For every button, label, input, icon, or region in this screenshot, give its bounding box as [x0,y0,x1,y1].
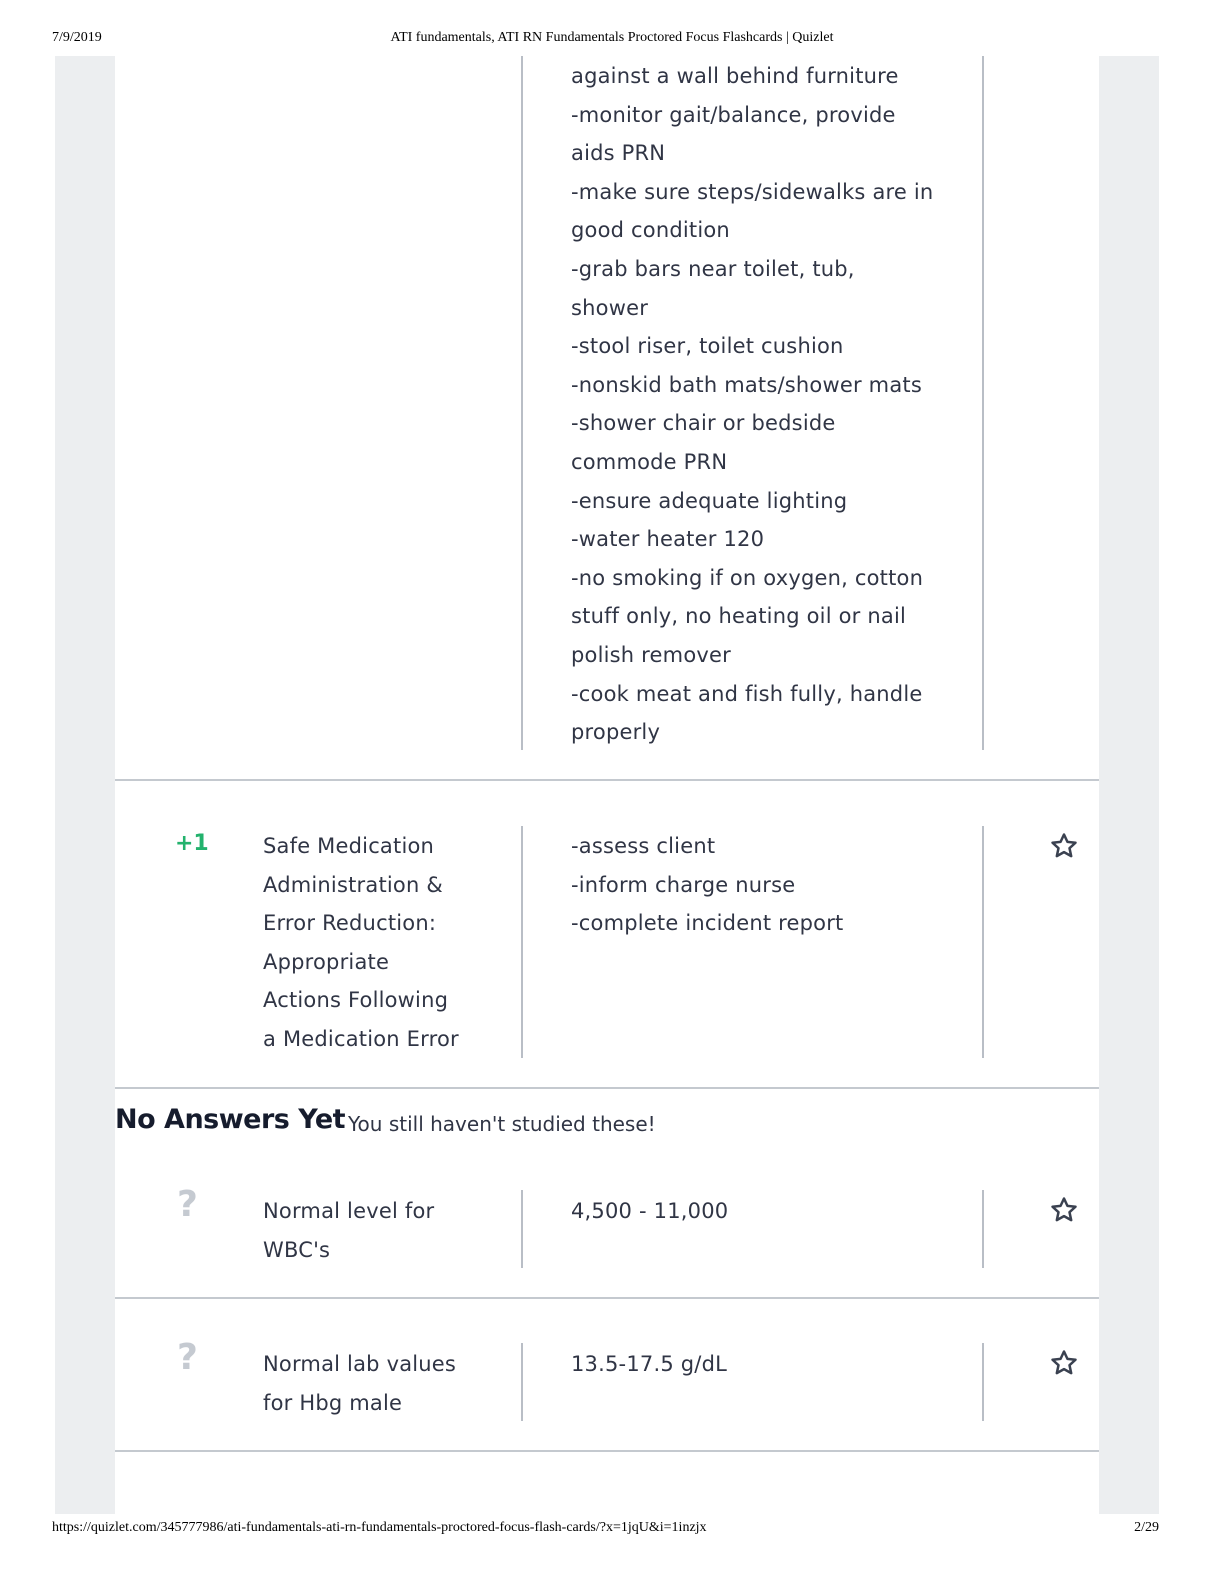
flashcard-list [115,56,1099,1514]
definition-line: 13.5-17.5 g/dL [571,1352,728,1376]
definition-line: -water heater 120 [571,527,765,552]
card-definition [571,1345,991,1384]
definition-line: -make sure steps/sidewalks are in [571,179,934,204]
definition-line: stuff only, no heating oil or nail [571,604,907,629]
term-line: Safe Medication [263,834,435,858]
page-gutter-left [55,56,115,1514]
definition-line: -assess client [571,834,716,858]
section-subtitle: You still haven't studied these! [348,1112,656,1136]
card-term [263,1192,513,1269]
star-outline-icon[interactable] [1049,831,1079,861]
print-footer [0,1520,1224,1540]
card-term [263,1345,513,1422]
definition-line: commode PRN [571,449,728,474]
card-divider-right [982,1343,984,1421]
print-title: ATI fundamentals, ATI RN Fundamentals Proctored Focus Flashcards | Quizlet [390,30,834,45]
definition-line: shower [571,295,649,320]
card-divider-right [982,56,984,750]
print-date: 7/9/2019 [52,30,102,45]
term-line: Error Reduction: [263,911,437,936]
term-line: WBC's [263,1237,331,1262]
star-outline-icon[interactable] [1049,1195,1079,1225]
definition-line: -complete incident report [571,911,844,936]
card-divider-left [521,826,523,1058]
definition-line: -nonskid bath mats/shower mats [571,372,922,397]
unknown-score-icon: ? [177,1184,198,1225]
card-separator [115,1087,1099,1089]
definition-line: -ensure adequate lighting [571,488,848,513]
card-definition [571,1192,991,1231]
definition-line: aids PRN [571,141,666,166]
definition-line: 4,500 - 11,000 [571,1199,729,1223]
page-gutter-right [1099,56,1159,1514]
card-definition [571,57,991,752]
card-separator [115,779,1099,781]
card-divider-right [982,1190,984,1268]
definition-line: -monitor gait/balance, provide [571,102,896,127]
definition-line: properly [571,720,661,745]
section-title: No Answers Yet [115,1104,346,1135]
term-line: Normal lab values [263,1352,457,1376]
print-header [0,30,1224,50]
star-outline-icon[interactable] [1049,1348,1079,1378]
definition-line: -shower chair or bedside [571,411,836,436]
definition-line: -stool riser, toilet cushion [571,334,844,359]
print-url: https://quizlet.com/345777986/ati-fundamentals-ati-rn-fundamentals-proctored-focus-flash-cards/?x=1jqU&i=1inzjx [52,1520,707,1535]
definition-line: polish remover [571,642,731,667]
definition-line: against a wall behind furniture [571,64,899,88]
card-divider-left [521,1343,523,1421]
score-badge: +1 [175,831,209,856]
card-divider-left [521,56,523,750]
print-page-number: 2/29 [1134,1520,1159,1535]
card-divider-right [982,826,984,1058]
card-divider-left [521,1190,523,1268]
definition-line: -no smoking if on oxygen, cotton [571,565,924,590]
definition-line: -grab bars near toilet, tub, [571,256,855,281]
card-separator [115,1450,1099,1452]
card-separator [115,1297,1099,1299]
term-line: for Hbg male [263,1390,403,1415]
term-line: a Medication Error [263,1026,459,1051]
term-line: Appropriate [263,949,390,974]
definition-line: -cook meat and fish fully, handle [571,681,923,706]
definition-line: good condition [571,218,730,243]
term-line: Administration & [263,872,443,897]
unknown-score-icon: ? [177,1337,198,1378]
term-line: Actions Following [263,988,449,1013]
card-term [263,827,513,1059]
term-line: Normal level for [263,1199,435,1223]
card-definition [571,827,991,943]
definition-line: -inform charge nurse [571,872,796,897]
